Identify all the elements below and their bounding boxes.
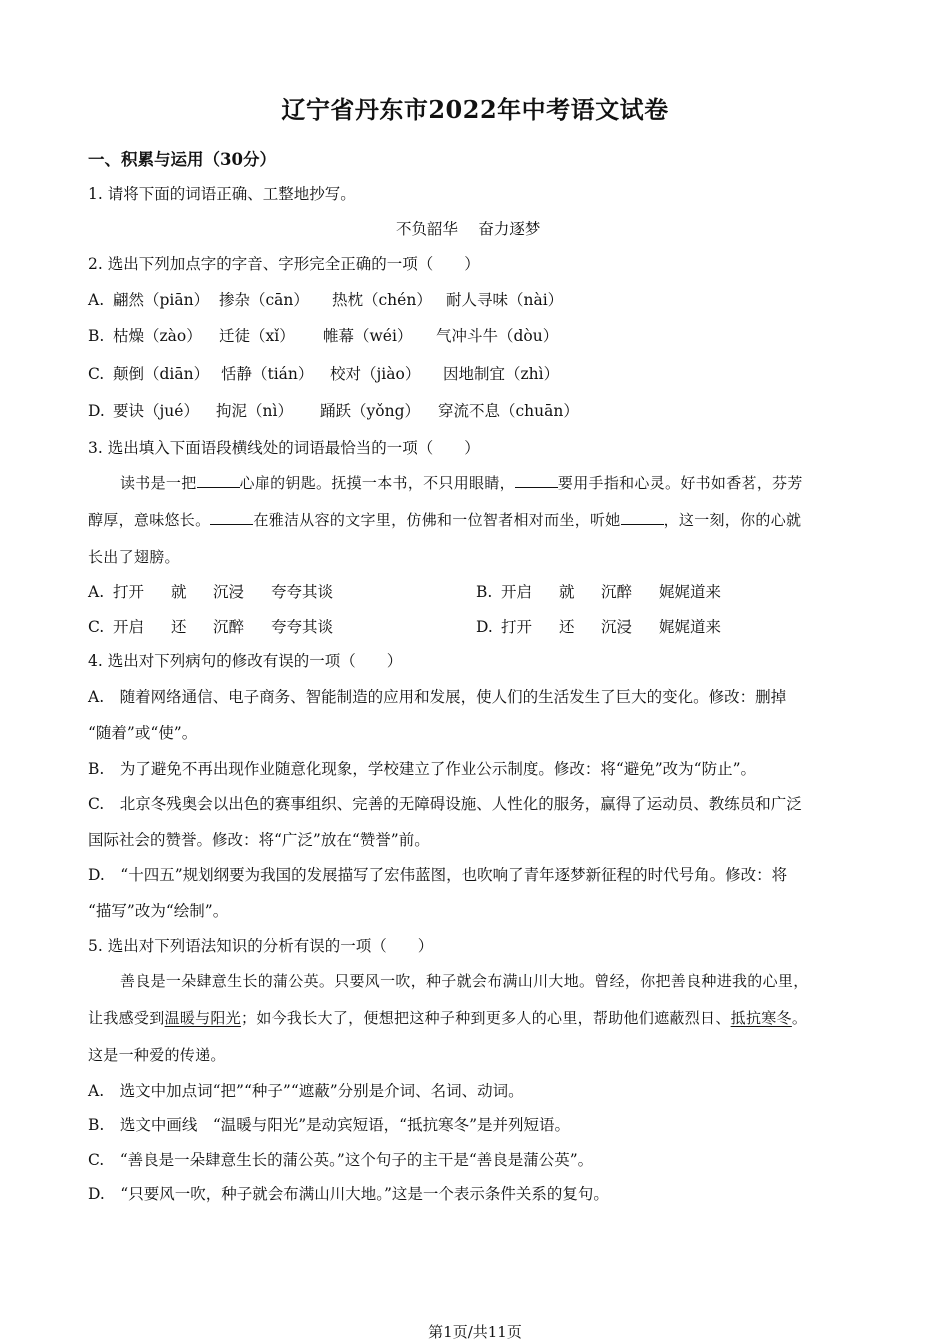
option-letter: D. — [476, 618, 493, 636]
option-item: 打开 — [501, 618, 533, 636]
option-item: 要诀（jué） — [113, 402, 199, 420]
question-4-option-c-line-2: 国际社会的赞誉。修改：将“广泛”放在“赞誉”前。 — [88, 831, 430, 849]
page-footer: 第1页/共11页 — [428, 1323, 522, 1341]
section-heading: 一、积累与运用（30分） — [88, 150, 276, 169]
option-item: 还 — [559, 618, 575, 636]
question-5-stem: 5. 选出对下列语法知识的分析有误的一项（ ） — [88, 937, 434, 955]
option-letter: B. — [476, 583, 493, 601]
fill-blank — [621, 524, 664, 525]
question-1-words: 不负韶华 奋力逐梦 — [396, 220, 541, 238]
option-item: 沉醉 — [601, 583, 633, 601]
question-5-passage-line-2 — [88, 1007, 807, 1028]
option-letter: A. — [88, 291, 105, 309]
option-item: 夸夸其谈 — [271, 583, 334, 601]
option-item: 翩然（piān） — [113, 291, 210, 309]
option-item: 夸夸其谈 — [271, 618, 334, 636]
option-item: 颠倒（diān） — [113, 365, 210, 383]
option-item: 沉浸 — [601, 618, 633, 636]
option-item: 枯燥（zào） — [113, 327, 202, 345]
underlined-phrase: 抵抗寒冬 — [730, 1009, 792, 1027]
option-item: 娓娓道来 — [659, 583, 722, 601]
option-letter: A. — [88, 583, 105, 601]
option-letter: C. — [88, 365, 105, 383]
question-4-option-a-line-1: A. 随着网络通信、电子商务、智能制造的应用和发展，使人们的生活发生了巨大的变化。修改：删掉 — [88, 688, 787, 706]
question-2-stem: 2. 选出下列加点字的字音、字形完全正确的一项（ ） — [88, 255, 480, 273]
option-item: 开启 — [501, 583, 533, 601]
option-letter: C. — [88, 618, 105, 636]
question-3-passage-line-2 — [88, 509, 801, 530]
passage-text: 在雅洁从容的文字里，仿佛和一位智者相对而坐，听她 — [253, 511, 621, 529]
question-2-option-d — [88, 399, 579, 421]
option-item: 校对（jiào） — [330, 365, 421, 383]
question-5-option-d: D. “只要风一吹，种子就会布满山川大地。”这是一个表示条件关系的复句。 — [88, 1185, 609, 1203]
option-item: 因地制宜（zhì） — [443, 365, 560, 383]
question-4-option-c-line-1: C. 北京冬残奥会以出色的赛事组织、完善的无障碍设施、人性化的服务，赢得了运动员、教练员和广泛 — [88, 795, 802, 813]
passage-text: ，这一刻，你的心就 — [663, 511, 802, 529]
fill-blank — [515, 487, 558, 488]
option-item: 娓娓道来 — [659, 618, 722, 636]
question-4-option-b: B. 为了避免不再出现作业随意化现象，学校建立了作业公示制度。修改：将“避免”改为“防止”。 — [88, 760, 757, 778]
question-5-option-a: A. 选文中加点词“把”“种子”“遮蔽”分别是介词、名词、动词。 — [88, 1082, 524, 1100]
question-2-option-c — [88, 362, 559, 384]
option-item: 气冲斗牛（dòu） — [436, 327, 559, 345]
option-item: 恬静（tián） — [221, 365, 314, 383]
option-item: 打开 — [113, 583, 145, 601]
option-item: 帷幕（wéi） — [323, 327, 413, 345]
question-5-option-b: B. 选文中画线 “温暖与阳光”是动宾短语，“抵抗寒冬”是并列短语。 — [88, 1116, 571, 1134]
underlined-phrase: 温暖与阳光 — [164, 1009, 242, 1027]
option-item: 就 — [559, 583, 575, 601]
option-item: 热枕（chén） — [332, 291, 432, 309]
question-3-passage-line-3: 长出了翅膀。 — [88, 548, 180, 566]
option-letter: B. — [88, 327, 105, 345]
question-3-passage-line-1 — [120, 472, 803, 493]
question-3-option-c — [88, 615, 333, 637]
passage-text: 要用手指和心灵。好书如香茗，芬芳 — [557, 474, 803, 492]
passage-text: 醇厚，意味悠长。 — [88, 511, 211, 529]
option-item: 掺杂（cān） — [219, 291, 309, 309]
question-4-option-d-line-2: “描写”改为“绘制”。 — [88, 902, 229, 920]
question-5-passage-line-1: 善良是一朵肆意生长的蒲公英。只要风一吹，种子就会布满山川大地。曾经，你把善良种进我的心里， — [120, 972, 809, 990]
question-5-passage-line-3: 这是一种爱的传递。 — [88, 1046, 226, 1064]
question-2-option-a — [88, 288, 563, 310]
question-3-stem: 3. 选出填入下面语段横线处的词语最恰当的一项（ ） — [88, 439, 480, 457]
option-item: 还 — [171, 618, 187, 636]
passage-text: 心扉的钥匙。抚摸一本书，不只用眼睛， — [239, 474, 515, 492]
option-item: 迁徒（xǐ） — [219, 327, 295, 345]
question-1-stem: 1. 请将下面的词语正确、工整地抄写。 — [88, 185, 356, 203]
page-title: 辽宁省丹东市2022年中考语文试卷 — [281, 95, 669, 124]
option-item: 耐人寻味（nài） — [446, 291, 564, 309]
question-4-stem: 4. 选出对下列病句的修改有误的一项（ ） — [88, 652, 403, 670]
option-item: 开启 — [113, 618, 145, 636]
option-item: 穿流不息（chuān） — [438, 402, 579, 420]
question-3-option-b — [476, 580, 721, 602]
option-item: 拘泥（nì） — [216, 402, 293, 420]
question-3-option-a — [88, 580, 333, 602]
question-4-option-d-line-1: D. “十四五”规划纲要为我国的发展描写了宏伟蓝图，也吹响了青年逐梦新征程的时代号角。修改：将 — [88, 866, 788, 884]
fill-blank — [210, 524, 253, 525]
question-5-option-c: C. “善良是一朵肆意生长的蒲公英。”这个句子的主干是“善良是蒲公英”。 — [88, 1151, 594, 1169]
option-item: 就 — [171, 583, 187, 601]
option-item: 沉浸 — [213, 583, 245, 601]
fill-blank — [197, 487, 240, 488]
option-letter: D. — [88, 402, 105, 420]
passage-text: 。 — [791, 1009, 808, 1027]
passage-text: 读书是一把 — [120, 474, 197, 492]
option-item: 踊跃（yǒng） — [320, 402, 420, 420]
passage-text: ；如今我长大了，便想把这种子种到更多人的心里，帮助他们遮蔽烈日、 — [241, 1009, 731, 1027]
passage-text: 让我感受到 — [88, 1009, 165, 1027]
question-3-option-d — [476, 615, 721, 637]
question-4-option-a-line-2: “随着”或“使”。 — [88, 724, 198, 742]
question-2-option-b — [88, 324, 558, 346]
option-item: 沉醉 — [213, 618, 245, 636]
